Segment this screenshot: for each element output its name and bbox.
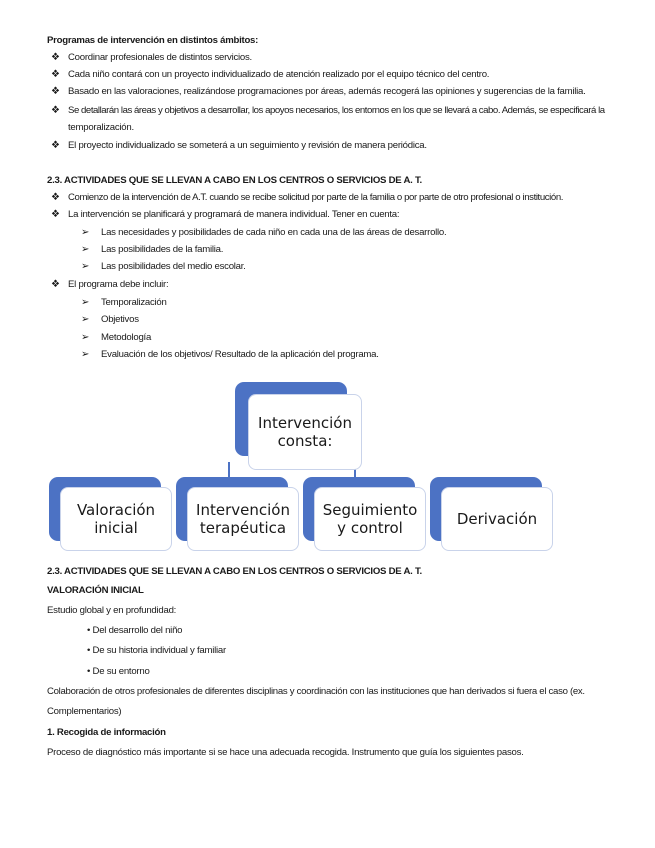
child-box-4 — [441, 487, 553, 551]
section3-heading: 1. Recogida de información — [47, 727, 166, 738]
section2-bullet-2: La intervención se planificará y programará de manera individual. Tener en cuenta: — [68, 209, 400, 220]
section1-bullet-1: Coordinar profesionales de distintos servicios. — [68, 52, 252, 63]
arrow-bullet-icon: ➢ — [81, 332, 90, 343]
arrow-bullet-icon: ➢ — [81, 227, 90, 238]
diamond-bullet-icon: ❖ — [51, 140, 60, 151]
child-label-1: Valoración inicial — [76, 501, 156, 537]
section1-bullet-4-cont: temporalización. — [68, 122, 134, 133]
section3-paragraph-1: Colaboración de otros profesionales de diferentes disciplinas y coordinación con las instituciones que han derivados si fuera el caso (ex. — [47, 686, 585, 697]
section1-bullet-2: Cada niño contará con un proyecto individualizado de atención realizado por el equipo técnico del centro. — [68, 69, 490, 80]
child-box-2 — [187, 487, 299, 551]
section1-bullet-3: Basado en las valoraciones, realizándose programaciones por áreas, además recogerá las opiniones y sugerencias de la familia. — [68, 86, 586, 97]
diamond-bullet-icon: ❖ — [51, 105, 60, 116]
section2-bullet-1: Comienzo de la intervención de A.T. cuando se recibe solicitud por parte de la familia o por parte de otro profesional o institución. — [68, 192, 564, 203]
section3-item-1: • Del desarrollo del niño — [87, 625, 183, 636]
intervention-diagram — [40, 380, 600, 550]
diamond-bullet-icon: ❖ — [51, 209, 60, 220]
section1-bullet-5: El proyecto individualizado se someterá a un seguimiento y revisión de manera periódica. — [68, 140, 427, 151]
section2-sub2-3: Las posibilidades del medio escolar. — [101, 261, 246, 272]
section2-sub2-2: Las posibilidades de la familia. — [101, 244, 224, 255]
section3-paragraph-2: Proceso de diagnóstico más importante si se hace una adecuada recogida. Instrumento que guía los siguientes pasos. — [47, 747, 524, 758]
diamond-bullet-icon: ❖ — [51, 279, 60, 290]
section2-sub3-1: Temporalización — [101, 297, 167, 308]
diamond-bullet-icon: ❖ — [51, 86, 60, 97]
section3-subtitle: VALORACIÓN INICIAL — [47, 585, 144, 596]
child-label-2: Intervención terapéutica — [196, 501, 290, 537]
section2-bullet-3: El programa debe incluir: — [68, 279, 169, 290]
arrow-bullet-icon: ➢ — [81, 314, 90, 325]
section2-sub3-3: Metodología — [101, 332, 152, 343]
section3-intro: Estudio global y en profundidad: — [47, 605, 177, 616]
section1-bullet-4: Se detallarán las áreas y objetivos a desarrollar, los apoyos necesarios, los entornos en los que se llevará a cabo. Además, se especificará la — [68, 105, 605, 116]
child-box-3 — [314, 487, 426, 551]
arrow-bullet-icon: ➢ — [81, 261, 90, 272]
section2-title: 2.3. ACTIVIDADES QUE SE LLEVAN A CABO EN LOS CENTROS O SERVICIOS DE A. T. — [47, 175, 422, 186]
diamond-bullet-icon: ❖ — [51, 69, 60, 80]
child-label-4: Derivación — [456, 510, 538, 528]
arrow-bullet-icon: ➢ — [81, 244, 90, 255]
diamond-bullet-icon: ❖ — [51, 192, 60, 203]
child-box-1 — [60, 487, 172, 551]
section1-title: Programas de intervención en distintos ámbitos: — [47, 35, 259, 46]
section2-sub3-4: Evaluación de los objetivos/ Resultado de la aplicación del programa. — [101, 349, 379, 360]
section2-sub2-1: Las necesidades y posibilidades de cada niño en cada una de las áreas de desarrollo. — [101, 227, 447, 238]
root-box — [248, 394, 362, 470]
arrow-bullet-icon: ➢ — [81, 297, 90, 308]
section3-paragraph-1-cont: Complementarios) — [47, 706, 122, 717]
child-label-3: Seguimiento y control — [322, 501, 418, 537]
section3-item-3: • De su entorno — [87, 666, 150, 677]
section3-title: 2.3. ACTIVIDADES QUE SE LLEVAN A CABO EN LOS CENTROS O SERVICIOS DE A. T. — [47, 566, 422, 577]
section2-sub3-2: Objetivos — [101, 314, 139, 325]
section3-item-2: • De su historia individual y familiar — [87, 645, 226, 656]
diamond-bullet-icon: ❖ — [51, 52, 60, 63]
root-label: Intervención consta: — [258, 414, 352, 450]
arrow-bullet-icon: ➢ — [81, 349, 90, 360]
